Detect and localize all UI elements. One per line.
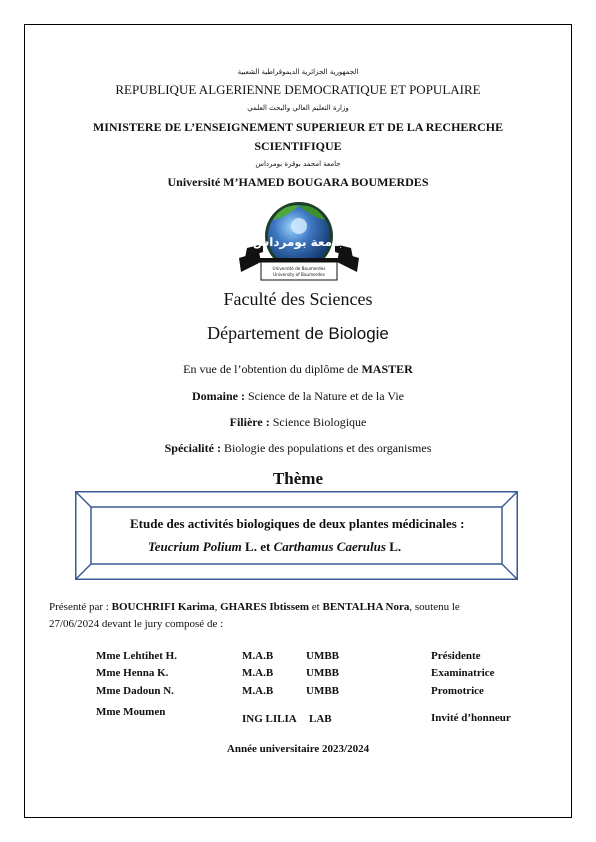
student-sep-1: , [214, 601, 221, 613]
logo-arabic-text: جامعة بومرداس [252, 235, 346, 249]
diploma-line [0, 362, 596, 377]
specialite-line [0, 441, 596, 456]
theme-title-line2 [148, 539, 401, 555]
diploma-degree: MASTER [361, 362, 413, 376]
jury-role: Présidente [431, 650, 481, 662]
jury-institution: UMBB [306, 685, 339, 697]
student-sep-2: et [309, 601, 323, 613]
jury-institution: UMBB [306, 650, 339, 662]
republic-title: REPUBLIQUE ALGERIENNE DEMOCRATIQUE ET POPULAIRE [115, 82, 481, 97]
ministry-title-line1: MINISTERE DE L’ENSEIGNEMENT SUPERIEUR ET DE LA RECHERCHE [92, 120, 504, 134]
presented-by-suffix: , soutenu le [409, 601, 460, 613]
jury-name: Mme Dadoun N. [96, 685, 174, 697]
defense-date-line: 27/06/2024 devant le jury composé de : [49, 618, 224, 630]
logo-caption-fr: Université de Boumerdes [272, 266, 326, 271]
theme-title-line1: Etude des activités biologiques de deux plantes médicinales : [130, 516, 465, 531]
specialite-label: Spécialité : [164, 441, 224, 455]
jury-role: Examinatrice [431, 667, 495, 679]
jury-institution: UMBB [306, 667, 339, 679]
jury-role: Promotrice [431, 685, 484, 697]
theme-heading: Thème [272, 469, 324, 488]
filiere-value: Science Biologique [272, 415, 367, 429]
jury-name: Mme Lehtihet H. [96, 650, 177, 662]
specialite-value: Biologie des populations et des organismes [223, 441, 432, 455]
department-suffix: de Biologie [300, 324, 389, 343]
arabic-ministry-title: وزارة التعليم العالي والبحث العلمي [247, 104, 349, 112]
species-1: Teucrium Polium [148, 539, 242, 554]
jury-grade: M.A.B [242, 685, 274, 697]
arabic-republic-title: الجمهورية الجزائرية الديموقراطية الشعبية [237, 68, 359, 76]
university-logo [239, 200, 359, 284]
student-1: BOUCHRIFI Karima [111, 601, 215, 613]
theme-frame [75, 491, 518, 580]
species-conj: et [256, 539, 274, 554]
species-1-author: L. [241, 539, 257, 554]
jury-institution: LAB [309, 713, 332, 725]
department-title [0, 323, 596, 344]
logo-caption-en: University of Boumerdes [273, 272, 325, 277]
species-2-author: L. [385, 539, 402, 554]
student-3: BENTALHA Nora [322, 601, 410, 613]
jury-role: Invité d’honneur [431, 712, 511, 724]
jury-grade: M.A.B [242, 650, 274, 662]
domaine-value: Science de la Nature et de la Vie [248, 389, 404, 403]
university-title: Université M’HAMED BOUGARA BOUMERDES [167, 175, 429, 189]
student-2: GHARES Ibtissem [220, 601, 310, 613]
species-2: Carthamus Caerulus [273, 539, 386, 554]
faculty-title: Faculté des Sciences [223, 289, 373, 309]
filiere-line [0, 415, 596, 430]
jury-name: Mme Moumen [96, 706, 166, 718]
domaine-line [0, 389, 596, 404]
jury-name: Mme Henna K. [96, 667, 169, 679]
academic-year: Année universitaire 2023/2024 [226, 743, 370, 755]
arabic-university-title: جامعة امحمد بوقرة بومرداس [255, 160, 341, 168]
jury-grade: M.A.B [242, 667, 274, 679]
jury-grade: ING LILIA [242, 713, 297, 725]
presented-by-line [49, 601, 460, 613]
domaine-label: Domaine : [192, 389, 248, 403]
diploma-prefix: En vue de l’obtention du diplôme de [183, 362, 362, 376]
filiere-label: Filière : [229, 415, 273, 429]
presented-by-prefix: Présenté par : [49, 601, 112, 613]
ministry-title-line2: SCIENTIFIQUE [254, 139, 342, 153]
department-prefix: Département [207, 323, 301, 343]
